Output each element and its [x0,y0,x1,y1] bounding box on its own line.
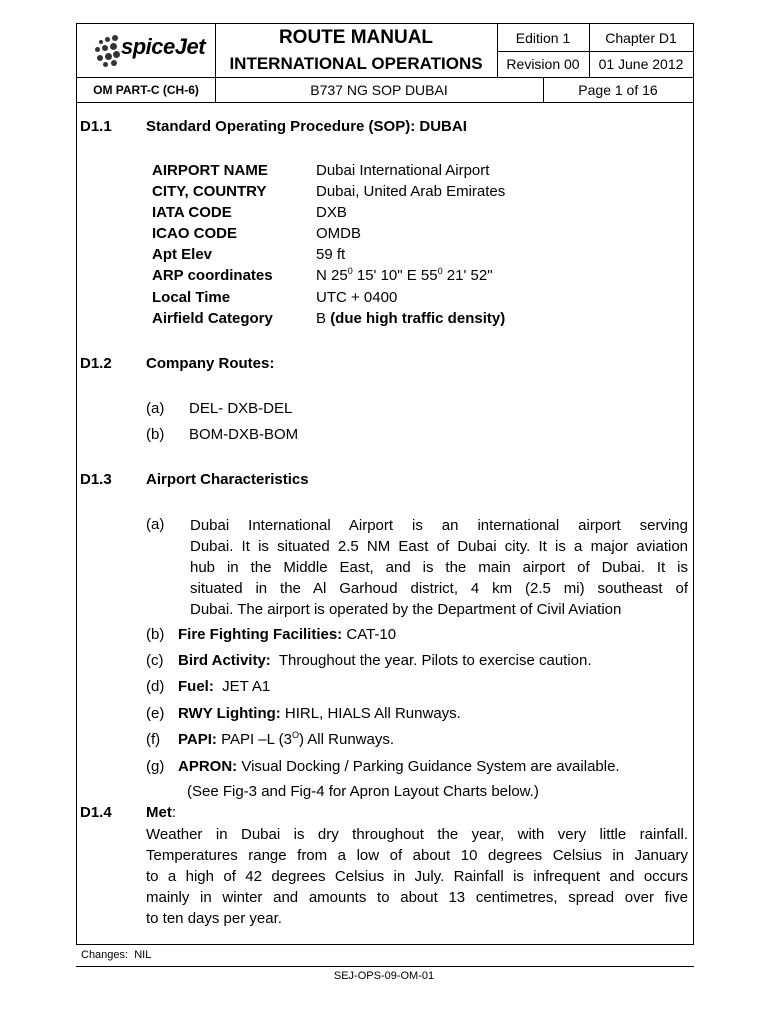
info-label: Apt Elev [152,246,213,263]
characteristic-item: PAPI: PAPI –L $(3^O)$ All Runways. [178,730,395,748]
info-label: IATA CODE [152,204,232,221]
revision: Revision 00 [506,56,580,72]
info-value: OMDB [316,225,361,242]
paragraph-line: Temperatures range from a low of about 10 degrees Celsius in January [146,847,688,864]
om-part: OM PART-C (CH-6) [93,82,199,97]
list-marker: (e) [146,705,165,722]
list-marker: (g) [146,758,165,775]
section-number: D1.2 [80,355,112,372]
info-value: UTC + 0400 [316,289,398,306]
list-marker: (d) [146,678,165,695]
header-table [76,23,694,103]
list-marker: (b) [146,426,165,443]
info-value: Dubai International Airport [316,162,490,179]
paragraph-line: Dubai International Airport is an international airport serving [190,517,688,534]
list-marker: (a) [146,400,165,417]
subtitle: B737 NG SOP DUBAI [310,81,448,98]
info-label: AIRPORT NAME [152,162,268,179]
info-label: CITY, COUNTRY [152,183,267,200]
document-id: SEJ-OPS-09-OM-01 [333,970,435,982]
edition: Edition 1 [515,29,571,46]
paragraph-line: to ten days per year. [146,910,282,927]
paragraph-line: Weather in Dubai is dry throughout the year, with very little rainfall. [146,826,688,843]
section-heading: Airport Characteristics [146,471,309,488]
met-description [146,824,688,929]
route-item: BOM-DXB-BOM [189,426,299,443]
section-heading: Standard Operating Procedure (SOP): DUBAI [146,118,467,135]
paragraph-line: mainly in winter and amounts to about 13 centimetres, spread over five [146,889,688,906]
paragraph-line: to a high of 42 degrees Celsius in July. Rainfall is infrequent and occurs [146,868,688,885]
title-line1: ROUTE MANUAL [278,26,434,48]
characteristic-item: RWY Lighting: HIRL, HIALS All Runways. [178,705,461,722]
info-label: Airfield Category [152,310,273,327]
characteristic-item: Fuel: JET A1 [178,678,271,695]
paragraph-line: Dubai. The airport is operated by the Department of Civil Aviation [190,601,622,618]
changes-note: Changes: NIL [81,949,152,961]
section-number: D1.4 [80,804,112,821]
characteristic-item: APRON: Visual Docking / Parking Guidance System are available. [178,758,620,775]
spicejet-logo [77,24,215,77]
logo-text: spiceJet [121,34,206,59]
section-heading: Company Routes: [146,355,275,372]
info-value: 59 ft [316,246,346,263]
section-number: D1.1 [80,118,112,135]
list-marker: (f) [146,731,161,748]
paragraph-line: Dubai. It is situated 2.5 NM East of Dubai city. It is a major aviation [190,538,688,555]
info-value: DXB [316,204,347,221]
list-marker: (a) [146,516,165,533]
list-marker: (c) [146,652,164,669]
page-number: Page 1 of 16 [578,81,658,98]
info-label: Local Time [152,289,231,306]
paragraph-line: situated in the Al Garhoud district, 4 km (2.5 mi) southeast of [190,580,688,597]
info-label: ICAO CODE [152,225,238,242]
section-heading: Met: [146,804,177,821]
paragraph-line: hub in the Middle East, and is the main airport of Dubai. It is [190,559,688,576]
footer-rule [76,966,694,967]
chapter: Chapter D1 [605,29,677,46]
airport-description [190,515,688,620]
section-number: D1.3 [80,471,112,488]
info-value: Dubai, United Arab Emirates [316,183,506,200]
info-label: ARP coordinates [152,267,273,284]
list-marker: (b) [146,626,165,643]
info-value-coordinates: N $25^0$ 15' 10" E $55^0$ 21' 52" [316,266,493,284]
title-line2: INTERNATIONAL OPERATIONS [229,54,483,73]
apron-note: (See Fig-3 and Fig-4 for Apron Layout Charts below.) [187,783,539,800]
info-value: B (due high traffic density) [316,310,506,327]
date: 01 June 2012 [598,56,684,72]
route-item: DEL- DXB-DEL [189,400,293,417]
characteristic-item: Bird Activity: Throughout the year. Pilots to exercise caution. [178,652,592,669]
characteristic-item: Fire Fighting Facilities: CAT-10 [178,626,397,643]
